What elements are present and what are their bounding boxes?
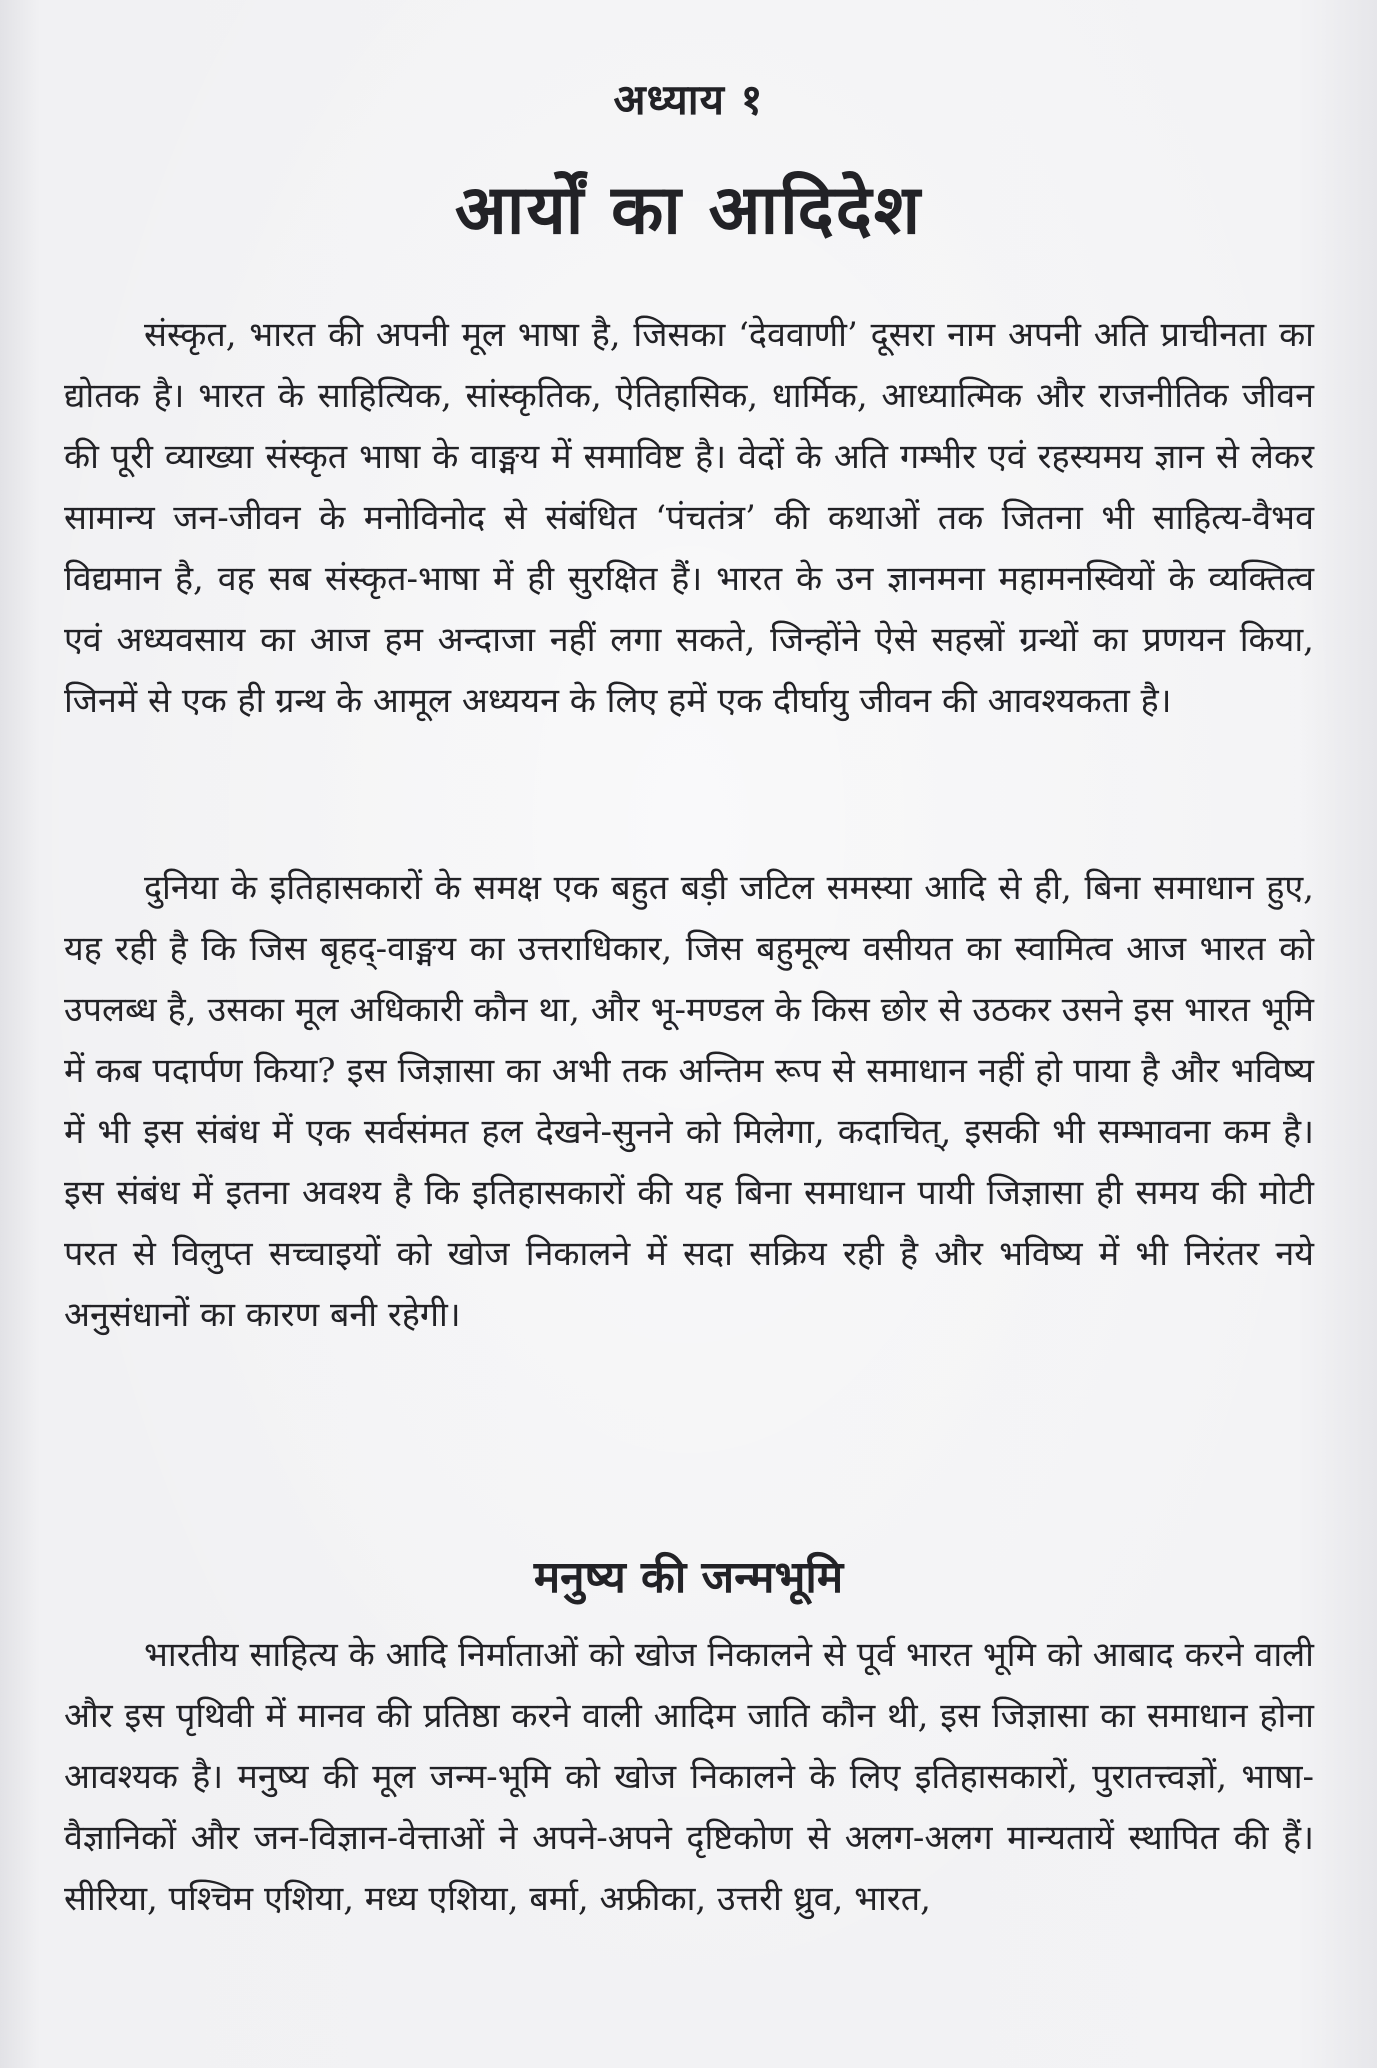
paragraph-homeland-of-man: भारतीय साहित्य के आदि निर्माताओं को खोज निकालने से पूर्व भारत भूमि को आबाद करने वाली और इस पृथिवी में मानव की प्रतिष्ठा करने वाली आदिम जाति कौन थी, इस जिज्ञासा का समाधान होना आवश्यक है। मनुष्य की मूल जन्म-भूमि को खोज निकालने के लिए इतिहासकारों, पुरातत्त्वज्ञों, भाषा-वैज्ञानिकों और जन-विज्ञान-वेत्ताओं ने अपने-अपने दृष्टिकोण से अलग-अलग मान्यतायें स्थापित की हैं। सीरिया, पश्चिम एशिया, मध्य एशिया, बर्मा, अफ्रीका, उत्तरी ध्रुव, भारत, — [64, 1635, 1314, 1919]
paragraph-historians-problem: दुनिया के इतिहासकारों के समक्ष एक बहुत बड़ी जटिल समस्या आदि से ही, बिना समाधान हुए, यह रही है कि जिस बृहद्-वाङ्मय का उत्तराधिकार, जिस बहुमूल्य वसीयत का स्वामित्व आज भारत को उपलब्ध है, उसका मूल अधिकारी कौन था, और भू-मण्डल के किस छोर से उठकर उसने इस भारत भूमि में कब पदार्पण किया? इस जिज्ञासा का अभी तक अन्तिम रूप से समाधान नहीं हो पाया है और भविष्य में भी इस संबंध में एक सर्वसंमत हल देखने-सुनने को मिलेगा, कदाचित्, इसकी भी सम्भावना कम है। इस संबंध में इतना अवश्य है कि इतिहासकारों की यह बिना समाधान पायी जिज्ञासा ही समय की मोटी परत से विलुप्त सच्चाइयों को खोज निकालने में सदा सक्रिय रही है और भविष्य में भी निरंतर नये अनुसंधानों का कारण बनी रहेगी। — [64, 868, 1314, 1335]
section-heading: मनुष्य की जन्मभूमि — [533, 1552, 844, 1603]
chapter-number: अध्याय १ — [613, 75, 764, 124]
chapter-title: आर्यों का आदिदेश — [454, 170, 923, 250]
paragraph-sanskrit-origin: संस्कृत, भारत की अपनी मूल भाषा है, जिसका ‘देववाणी’ दूसरा नाम अपनी अति प्राचीनता का द्योतक है। भारत के साहित्यिक, सांस्कृतिक, ऐतिहासिक, धार्मिक, आध्यात्मिक और राजनीतिक जीवन की पूरी व्याख्या संस्कृत भाषा के वाङ्मय में समाविष्ट है। वेदों के अति गम्भीर एवं रहस्यमय ज्ञान से लेकर सामान्य जन-जीवन के मनोविनोद से संबंधित ‘पंचतंत्र’ की कथाओं तक जितना भी साहित्य-वैभव विद्यमान है, वह सब संस्कृत-भाषा में ही सुरक्षित हैं। भारत के उन ज्ञानमना महामनस्वियों के व्यक्तित्व एवं अध्यवसाय का आज हम अन्दाजा नहीं लगा सकते, जिन्होंने ऐसे सहस्रों ग्रन्थों का प्रणयन किया, जिनमें से एक ही ग्रन्थ के आमूल अध्ययन के लिए हमें एक दीर्घायु जीवन की आवश्यकता है। — [64, 315, 1314, 721]
